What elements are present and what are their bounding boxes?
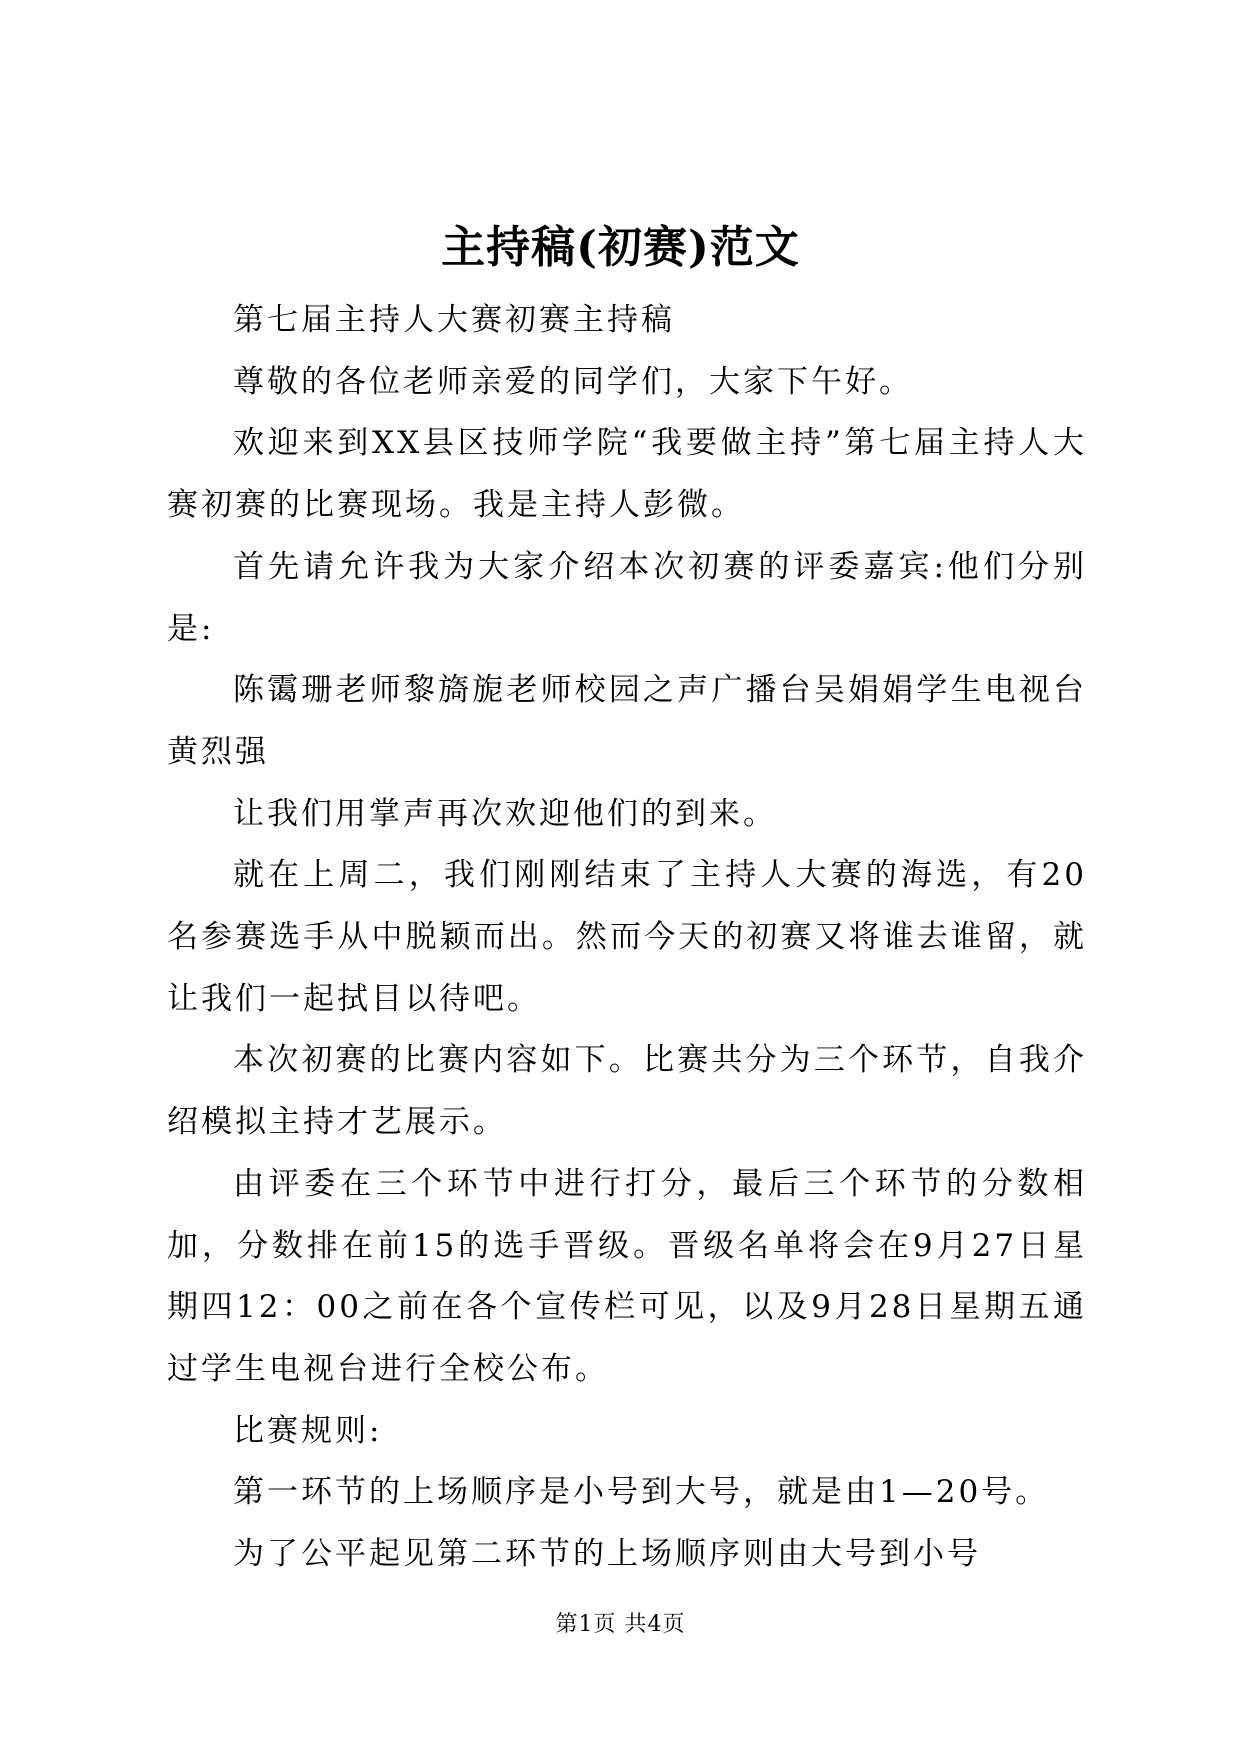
paragraph: 就在上周二，我们刚刚结束了主持人大赛的海选，有20名参赛选手从中脱颖而出。然而今天的初赛又将谁去谁留，就让我们一起拭目以待吧。 <box>167 857 1087 1017</box>
page-footer: 第1页 共4页 <box>555 1612 686 1637</box>
paragraph: 首先请允许我为大家介绍本次初赛的评委嘉宾:他们分别是: <box>167 548 1087 647</box>
paragraph: 尊敬的各位老师亲爱的同学们，大家下午好。 <box>233 363 913 400</box>
paragraph: 让我们用掌声再次欢迎他们的到来。 <box>233 795 777 832</box>
paragraph: 由评委在三个环节中进行打分，最后三个环节的分数相加，分数排在前15的选手晋级。晋级名单将会在9月27日星期四12：00之前在各个宣传栏可见，以及9月28日星期五通过学生电视台进行全校公布。 <box>167 1165 1087 1387</box>
paragraph: 第一环节的上场顺序是小号到大号，就是由1—20号。 <box>233 1474 1050 1511</box>
paragraph: 欢迎来到XX县区技师学院“我要做主持”第七届主持人大赛初赛的比赛现场。我是主持人彭微。 <box>167 425 1087 524</box>
paragraph: 第七届主持人大赛初赛主持稿 <box>233 302 675 338</box>
paragraph: 陈霭珊老师黎旖旎老师校园之声广播台吴娟娟学生电视台黄烈强 <box>167 672 1087 770</box>
paragraph: 本次初赛的比赛内容如下。比赛共分为三个环节，自我介绍模拟主持才艺展示。 <box>167 1042 1087 1141</box>
document-title: 主持稿(初赛)范文 <box>441 222 800 273</box>
document-body <box>167 290 1087 1586</box>
paragraph: 为了公平起见第二环节的上场顺序则由大号到小号 <box>233 1536 981 1573</box>
paragraph: 比赛规则: <box>233 1412 383 1449</box>
